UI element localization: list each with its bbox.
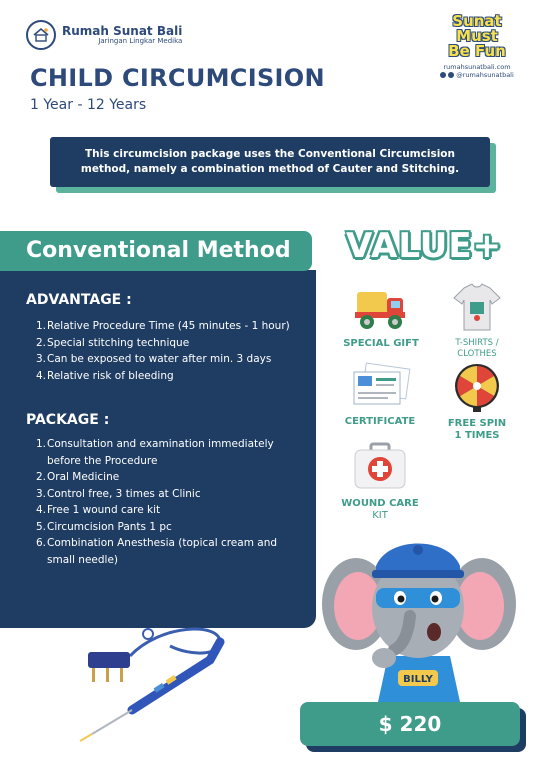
advantage-heading: ADVANTAGE : — [26, 292, 132, 308]
price-tag: $ 220 — [300, 702, 520, 746]
package-list — [36, 436, 306, 568]
method-banner: Conventional Method — [0, 231, 312, 271]
perk-free-spin — [432, 362, 522, 442]
list-item: 1. Relative Procedure Time (45 minutes - 1 hour) — [36, 320, 290, 332]
perk-label: KIT — [372, 510, 388, 521]
slogan-line: Be Fun — [448, 42, 506, 60]
list-item: 3. Can be exposed to water after min. 3 days — [36, 353, 272, 365]
cautery-pen-icon — [70, 616, 240, 744]
list-item: 1. Consultation and examination immediately before the Procedure — [36, 438, 274, 467]
house-icon — [26, 20, 56, 50]
list-item: 6. Combination Anesthesia (topical cream and small needle) — [36, 537, 278, 566]
advantage-list — [36, 318, 306, 384]
social-handle-text: @rumahsunatbali — [456, 71, 514, 79]
perk-label: CLOTHES — [457, 349, 497, 359]
intro-line: This circumcision package uses the Conventional Circumcision — [85, 148, 455, 160]
clinic-name: Rumah Sunat Bali — [62, 23, 183, 38]
slogan-line: Sunat — [452, 12, 502, 30]
list-item: 2. Oral Medicine — [36, 471, 120, 483]
perk-certificate — [334, 362, 426, 428]
elephant-mascot-icon — [318, 526, 518, 702]
perk-label: CERTIFICATE — [344, 416, 416, 427]
intro-line: method, namely a combination method of Cauter and Stitching. — [80, 163, 460, 175]
instagram-icon — [448, 72, 454, 78]
value-plus-title: VALUE+ — [346, 226, 503, 266]
package-heading: PACKAGE : — [26, 412, 110, 428]
facebook-icon — [440, 72, 446, 78]
list-item: 5. Circumcision Pants 1 pc — [36, 520, 172, 533]
list-item: 2. Special stitching technique — [36, 336, 190, 349]
first-aid-kit-icon — [351, 440, 409, 494]
certificate-icon — [348, 362, 412, 412]
perk-label: T-SHIRTS / — [455, 338, 499, 348]
perk-wound-care-kit — [330, 440, 430, 521]
mascot-name: BILLY — [403, 674, 433, 685]
slogan-line: Must — [456, 27, 498, 45]
list-item: 4. Relative risk of bleeding — [36, 369, 174, 382]
perk-label: 1 TIMES — [454, 430, 500, 441]
page-title: CHILD CIRCUMCISION — [30, 64, 325, 92]
social-handle — [440, 71, 514, 79]
perk-special-gift — [338, 282, 424, 350]
list-item: 4. Free 1 wound care kit — [36, 504, 161, 516]
perk-label: FREE SPIN — [447, 418, 507, 429]
intro-box — [50, 137, 490, 187]
website-text: rumahsunatbali.com — [443, 63, 511, 71]
list-item: 3. Control free, 3 times at Clinic — [36, 487, 201, 500]
perk-label: WOUND CARE — [341, 498, 419, 509]
brand-badge — [440, 14, 514, 79]
perk-tshirt — [432, 282, 522, 360]
tshirt-icon — [450, 282, 504, 334]
spin-wheel-icon — [451, 362, 503, 414]
perk-label: SPECIAL GIFT — [343, 338, 419, 349]
clinic-logo — [26, 20, 182, 50]
toy-truck-icon — [353, 282, 409, 334]
age-range: 1 Year - 12 Years — [30, 97, 147, 113]
clinic-network: Jaringan Lingkar Medika — [98, 36, 183, 45]
